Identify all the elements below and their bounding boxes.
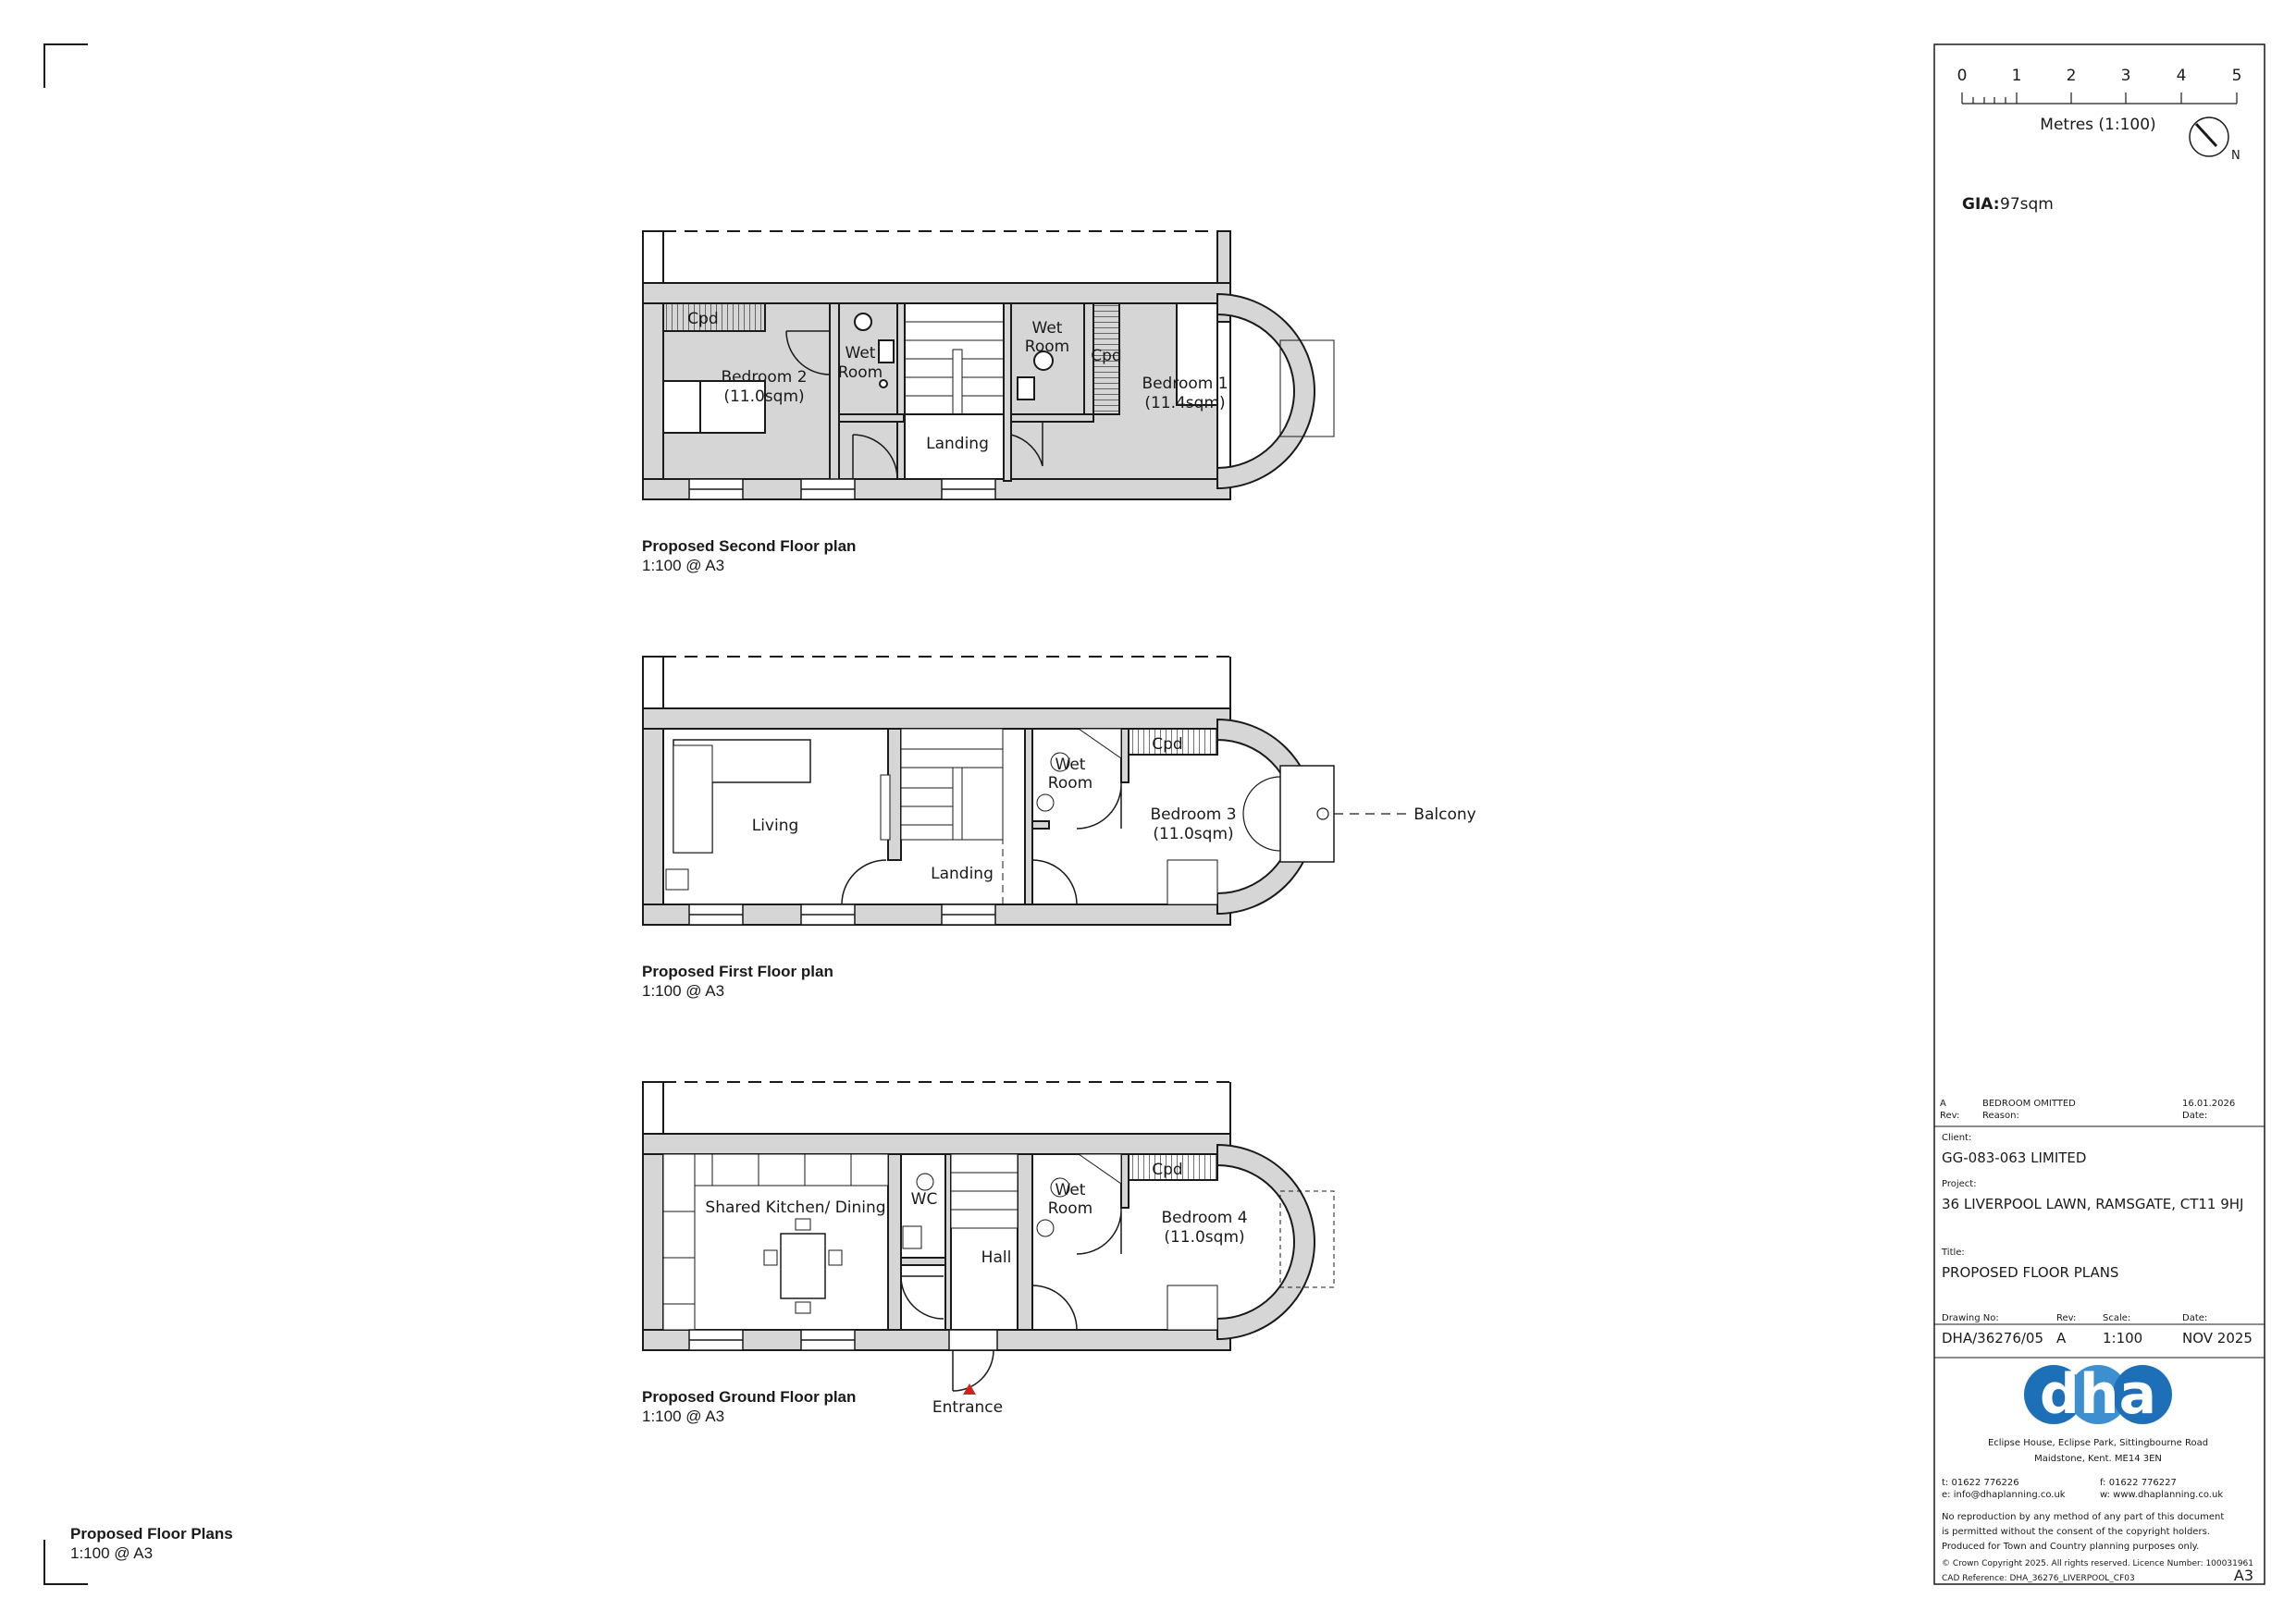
- fax: f: 01622 776227: [2100, 1478, 2177, 1488]
- project-details: [1941, 1133, 2253, 1346]
- cpd-label: Cpd: [1152, 1161, 1183, 1179]
- client-label: Client:: [1942, 1133, 1972, 1143]
- copyright: © Crown Copyright 2025. All rights reserved. Licence Number: 100031961: [1942, 1559, 2253, 1568]
- wetroom-label: Wet: [845, 344, 876, 363]
- plan-title: Proposed First Floor plan: [642, 963, 833, 980]
- wc-label: WC: [910, 1190, 938, 1209]
- scale-tick-label: 2: [2066, 67, 2077, 85]
- tel: t: 01622 776226: [1942, 1478, 2019, 1488]
- bedroom1-area: (11.4sqm): [1144, 394, 1226, 412]
- balcony-label: Balcony: [1413, 805, 1476, 824]
- scale-tick-label: 3: [2120, 67, 2131, 85]
- bedroom3-name: Bedroom 3: [1150, 805, 1237, 824]
- second-floor-caption: [642, 537, 856, 574]
- company-details: [1942, 1438, 2253, 1584]
- scale-bar: [1957, 67, 2242, 134]
- notice-line: is permitted without the consent of the copyright holders.: [1942, 1527, 2210, 1537]
- revision-reason: BEDROOM OMITTED: [1982, 1099, 2076, 1109]
- sheet-corner-marks: [44, 44, 88, 1584]
- gia-label: GIA:: [1962, 195, 2000, 214]
- cpd-label: Cpd: [1152, 735, 1183, 754]
- bedroom2-name: Bedroom 2: [721, 368, 808, 387]
- wetroom-label: Wet: [1055, 1181, 1086, 1199]
- first-floor-caption: [642, 963, 833, 1000]
- wetroom-label: Room: [1024, 338, 1070, 356]
- title-value: PROPOSED FLOOR PLANS: [1942, 1264, 2119, 1281]
- kitchen-label: Shared Kitchen/ Dining: [705, 1199, 886, 1217]
- ground-floor-caption: [642, 1388, 856, 1425]
- sheet-caption: [70, 1525, 233, 1562]
- first-floor-plan: [643, 657, 1406, 925]
- gia: [1962, 195, 2054, 214]
- scale-value: 1:100: [2103, 1330, 2143, 1346]
- hall-label: Hall: [981, 1248, 1012, 1267]
- wetroom-label: Room: [1047, 774, 1093, 793]
- living-label: Living: [751, 817, 799, 835]
- plan-title: Proposed Second Floor plan: [642, 537, 857, 555]
- second-floor-plan: [643, 231, 1334, 499]
- title-label: Title:: [1942, 1248, 1965, 1258]
- drawing-no-value: DHA/36276/05: [1942, 1330, 2044, 1346]
- scale-label: Scale:: [2103, 1313, 2131, 1323]
- scale-tick-label: 0: [1957, 67, 1968, 85]
- revision-date-label: Date:: [2182, 1111, 2208, 1121]
- drawing-no-label: Drawing No:: [1942, 1313, 1999, 1323]
- wetroom-label: Wet: [1055, 756, 1086, 774]
- gia-value: 97sqm: [2000, 195, 2054, 214]
- bedroom4-name: Bedroom 4: [1161, 1209, 1248, 1227]
- scale-tick-label: 5: [2231, 67, 2242, 85]
- plan-scale: 1:100 @ A3: [642, 557, 725, 574]
- title-block: [1934, 44, 2265, 1584]
- email: e: info@dhaplanning.co.uk: [1942, 1490, 2066, 1500]
- revision-rev-label: Rev:: [1940, 1111, 1960, 1121]
- cpd-label: Cpd: [1091, 347, 1122, 365]
- bedroom1-name: Bedroom 1: [1142, 375, 1228, 393]
- wetroom-label: Room: [1047, 1199, 1093, 1218]
- scale-tick-label: 4: [2176, 67, 2187, 85]
- client-value: GG-083-063 LIMITED: [1942, 1150, 2087, 1166]
- logo-text: dha: [2039, 1362, 2157, 1427]
- project-label: Project:: [1942, 1179, 1977, 1189]
- paper-size: A3: [2233, 1567, 2253, 1584]
- cpd-label: Cpd: [687, 310, 719, 328]
- entrance-label: Entrance: [932, 1398, 1004, 1417]
- web: w: www.dhaplanning.co.uk: [2100, 1490, 2224, 1500]
- notice-line: Produced for Town and Country planning purposes only.: [1942, 1542, 2200, 1552]
- bedroom3-area: (11.0sqm): [1153, 825, 1234, 843]
- sheet-title: Proposed Floor Plans: [70, 1525, 233, 1543]
- date-label: Date:: [2182, 1313, 2208, 1323]
- rev-label: Rev:: [2056, 1313, 2077, 1323]
- plan-title: Proposed Ground Floor plan: [642, 1388, 857, 1406]
- revision-row: [1940, 1099, 2235, 1121]
- notice-line: No reproduction by any method of any part of this document: [1942, 1512, 2225, 1522]
- project-value: 36 LIVERPOOL LAWN, RAMSGATE, CT11 9HJ: [1942, 1196, 2244, 1212]
- landing-label: Landing: [931, 865, 994, 883]
- bedroom2-area: (11.0sqm): [723, 387, 805, 406]
- address-line: Maidstone, Kent. ME14 3EN: [2034, 1454, 2162, 1464]
- revision-reason-label: Reason:: [1982, 1111, 2019, 1121]
- north-label: N: [2231, 149, 2240, 163]
- scale-tick-label: 1: [2011, 67, 2022, 85]
- sheet-scale: 1:100 @ A3: [70, 1544, 154, 1562]
- plan-scale: 1:100 @ A3: [642, 1408, 725, 1425]
- cad-reference: CAD Reference: DHA_36276_LIVERPOOL_CF03: [1942, 1574, 2135, 1583]
- revision-date: 16.01.2026: [2182, 1099, 2236, 1109]
- north-arrow-icon: [2190, 117, 2240, 163]
- address-line: Eclipse House, Eclipse Park, Sittingbourne Road: [1987, 1438, 2209, 1448]
- wetroom-label: Room: [837, 363, 883, 382]
- bedroom4-area: (11.0sqm): [1164, 1228, 1245, 1247]
- landing-label: Landing: [926, 435, 989, 453]
- rev-value: A: [2056, 1330, 2067, 1346]
- company-logo: [2024, 1362, 2172, 1427]
- scale-bar-label: Metres (1:100): [2040, 116, 2156, 134]
- date-value: NOV 2025: [2182, 1330, 2253, 1346]
- wetroom-label: Wet: [1031, 319, 1063, 338]
- plan-scale: 1:100 @ A3: [642, 982, 725, 1000]
- revision-rev: A: [1940, 1099, 1946, 1109]
